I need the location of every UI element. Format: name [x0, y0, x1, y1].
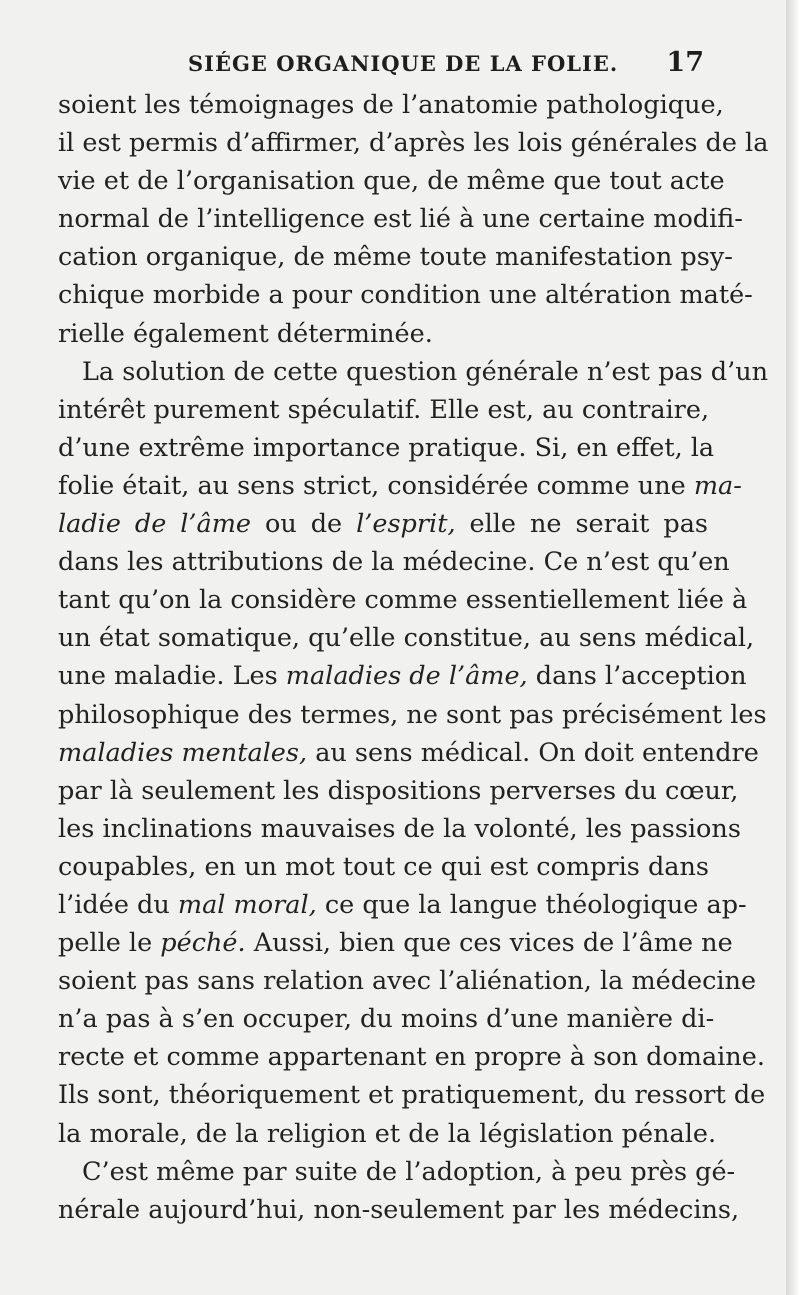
text-line: rielle également déterminée.: [58, 318, 433, 349]
text-line: les inclinations mauvaises de la volonté, les passions: [58, 813, 741, 844]
text-line: par là seulement les dispositions perverses du cœur,: [58, 775, 739, 806]
text-line: soient les témoignages de l’anatomie pathologique,: [58, 90, 724, 120]
text-line: [58, 467, 742, 505]
text-segment: au sens médical. On doit entendre: [307, 737, 759, 768]
running-head: SIÉGE ORGANIQUE DE LA FOLIE.: [188, 51, 619, 76]
italic-segment: ma-: [693, 470, 742, 501]
paragraph-start-line: C’est même par suite de l’adoption, à peu près gé-: [82, 1156, 736, 1187]
text-line: normal de l’intelligence est lié à une certaine modifi-: [58, 204, 743, 235]
text-line: [58, 886, 747, 924]
text-line: [58, 505, 708, 543]
text-line: [58, 924, 733, 962]
body-text: [58, 86, 769, 1229]
italic-segment: ladie de l’âme: [58, 509, 252, 540]
page-header: [58, 47, 708, 81]
text-line: un état somatique, qu’elle constitue, au sens médical,: [58, 623, 755, 654]
text-line: tant qu’on la considère comme essentiellement liée à: [58, 585, 748, 616]
italic-segment: maladies de l’âme,: [285, 661, 528, 692]
text-segment: ce que la langue théologique ap-: [316, 889, 747, 920]
text-segment: dans l’acception: [527, 661, 747, 692]
text-line: n’a pas à s’en occuper, du moins d’une manière di-: [58, 1004, 715, 1035]
text-line: intérêt purement spéculatif. Elle est, au contraire,: [58, 394, 710, 425]
page-edge: [786, 0, 800, 1295]
text-line: dans les attributions de la médecine. Ce n’est qu’en: [58, 547, 730, 578]
text-line: Ils sont, théoriquement et pratiquement, du ressort de: [58, 1080, 766, 1111]
text-line: philosophique des termes, ne sont pas précisément les: [58, 699, 767, 730]
text-segment: l’idée du: [58, 889, 178, 920]
italic-segment: maladies mentales,: [58, 737, 308, 768]
text-line: soient pas sans relation avec l’aliénation, la médecine: [58, 966, 757, 997]
text-line: cation organique, de même toute manifestation psy-: [58, 242, 733, 273]
paragraph-start-line: La solution de cette question générale n’est pas d’un: [82, 356, 769, 387]
page-number: 17: [666, 47, 704, 78]
italic-segment: mal moral,: [177, 889, 317, 920]
text-line: il est permis d’affirmer, d’après les lois générales de la: [58, 128, 769, 159]
text-line: la morale, de la religion et de la législation pénale.: [58, 1118, 717, 1149]
text-line: [58, 657, 747, 695]
text-line: coupables, en un mot tout ce qui est compris dans: [58, 851, 710, 882]
text-segment: elle ne serait pas: [455, 509, 709, 540]
text-segment: pelle le: [58, 928, 161, 959]
text-line: d’une extrême importance pratique. Si, en effet, la: [58, 432, 715, 463]
text-segment: Aussi, bien que ces vices de l’âme ne: [245, 928, 733, 959]
text-line: vie et de l’organisation que, de même que tout acte: [58, 166, 725, 197]
text-line: recte et comme appartenant en propre à son domaine.: [58, 1042, 765, 1073]
text-segment: folie était, au sens strict, considérée comme une: [58, 470, 694, 501]
text-line: nérale aujourd’hui, non-seulement par les médecins,: [58, 1194, 740, 1225]
text-line: chique morbide a pour condition une altération maté-: [58, 280, 753, 311]
italic-segment: l’esprit,: [356, 509, 456, 540]
text-segment: ou de: [251, 509, 357, 540]
text-segment: une maladie. Les: [58, 661, 286, 692]
italic-segment: péché.: [160, 928, 246, 959]
text-line: [58, 734, 759, 772]
